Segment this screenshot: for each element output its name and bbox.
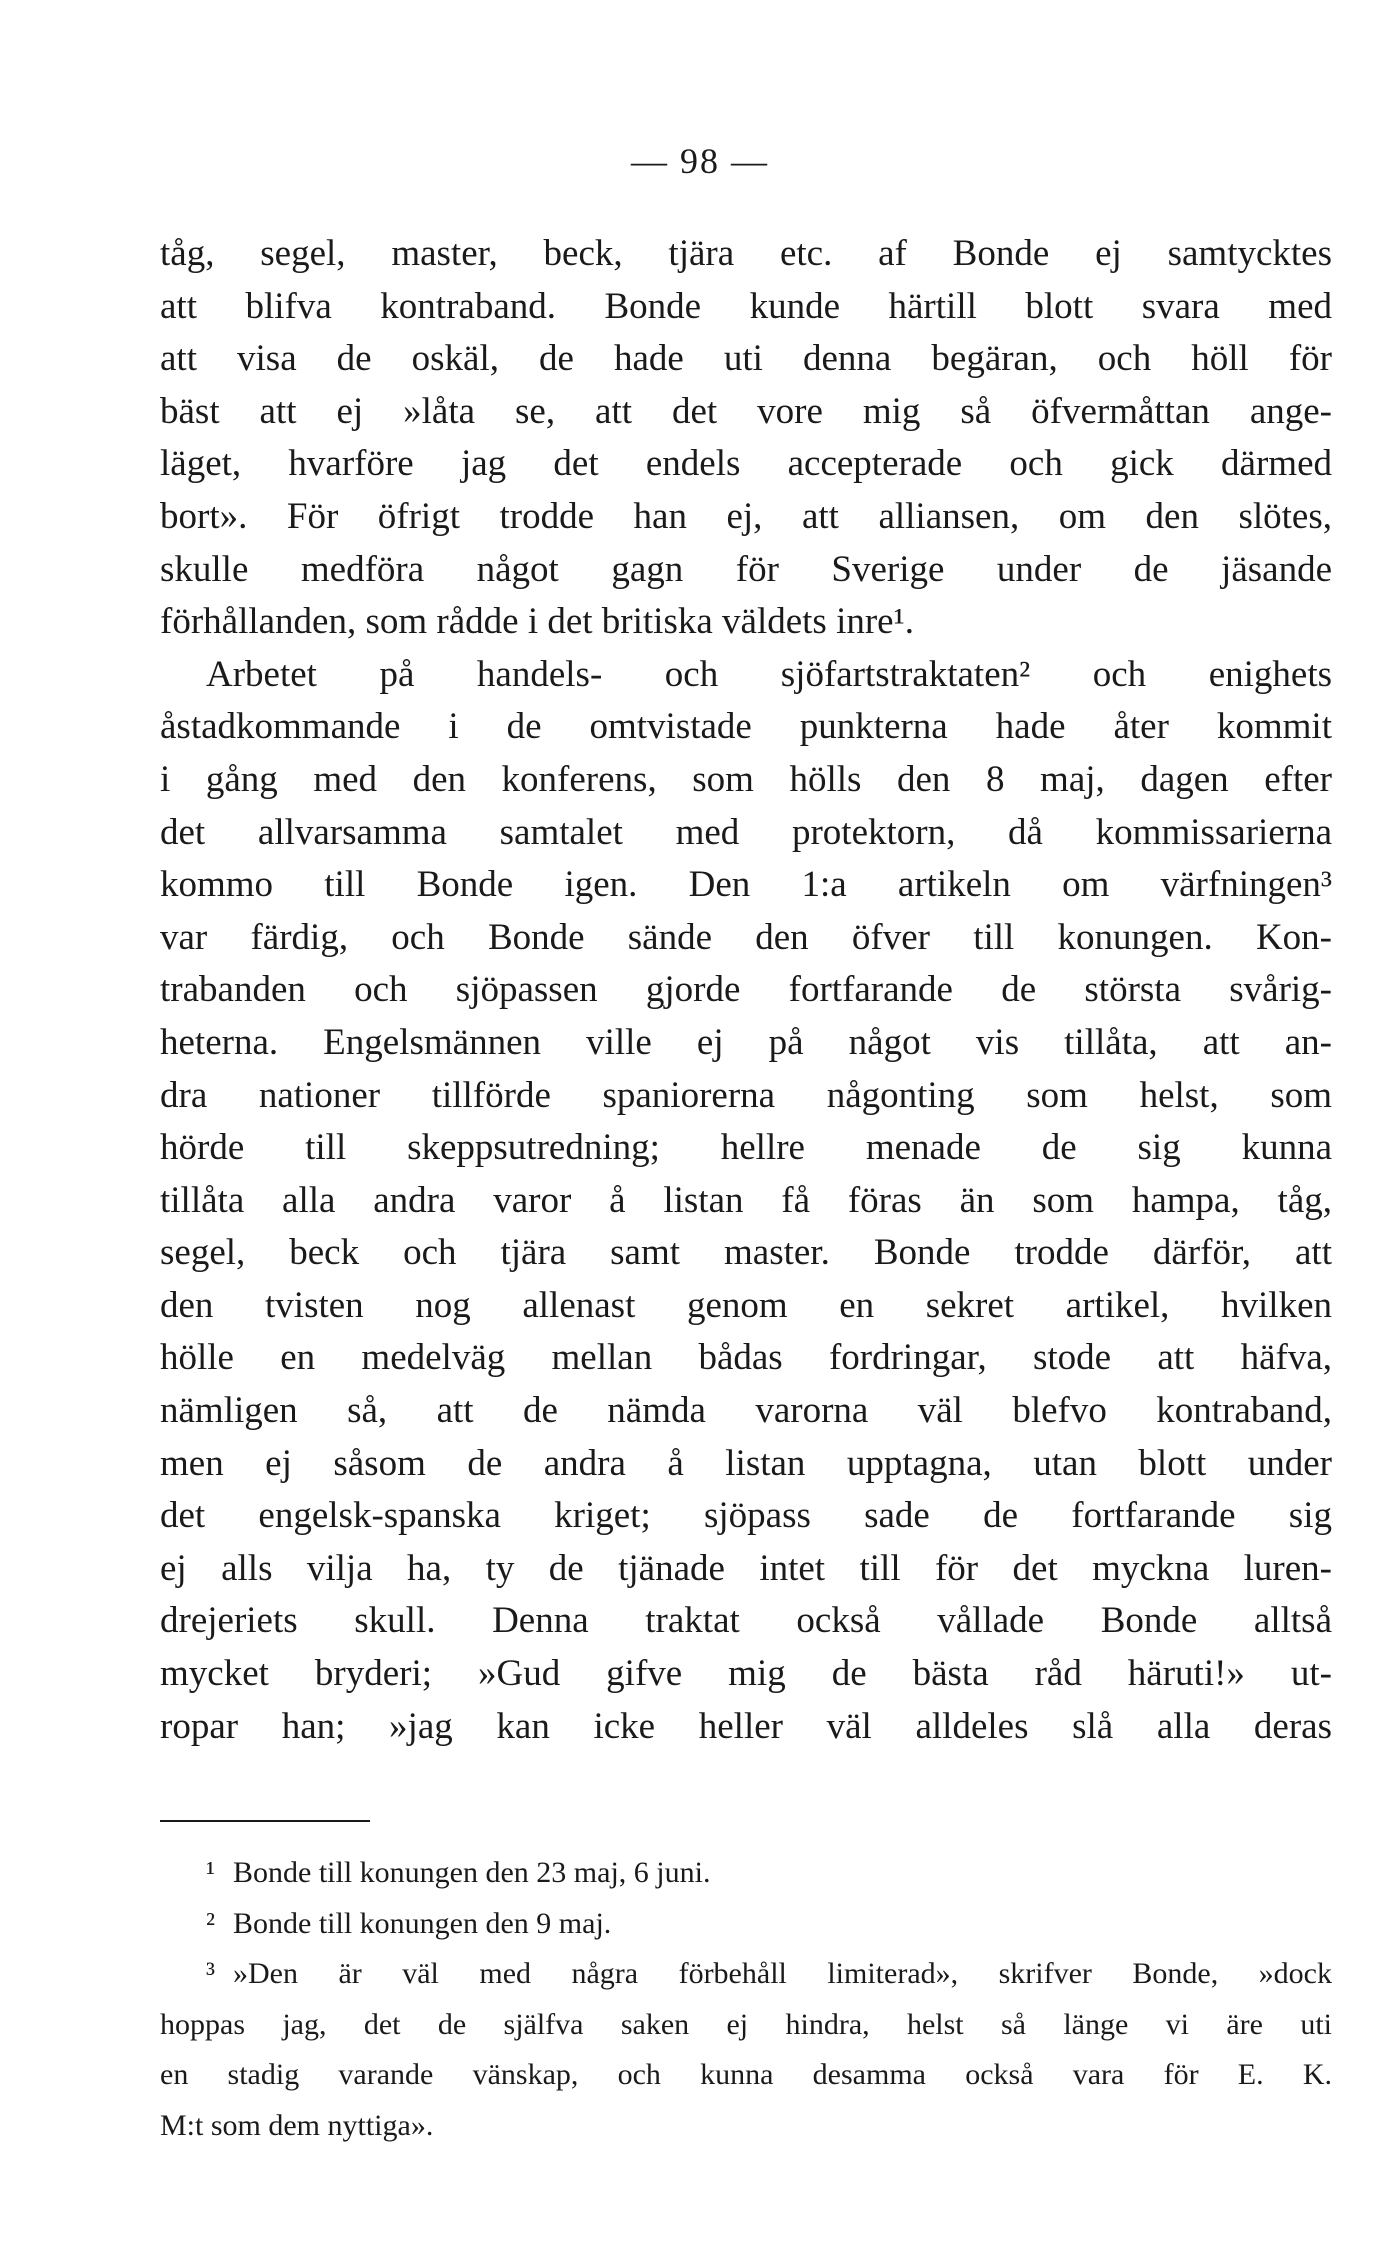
page-number: — 98 — [631,141,769,181]
footnote-3 [160,1949,1332,2000]
text-line: ropar han; »jag kan icke heller väl alldeles slå alla deras [160,1705,1332,1747]
footnote-3-continuation: hoppas jag, det de själfva saken ej hindra, helst så länge vi äre uti [160,2007,1332,2041]
text-line: mycket bryderi; »Gud gifve mig de bästa råd häruti!» ut- [160,1653,1332,1695]
text-line: bäst att ej »låta se, att det vore mig så öfvermåttan ange- [160,390,1332,432]
text-line: segel, beck och tjära samt master. Bonde trodde därför, att [160,1232,1332,1274]
text-line: den tvisten nog allenast genom en sekret artikel, hvilken [160,1284,1332,1326]
text-line: att blifva kontraband. Bonde kunde härtill blott svara med [160,285,1332,327]
text-line: nämligen så, att de nämda varorna väl blefvo kontraband, [160,1390,1332,1432]
footnote-mark: ² [206,1906,215,1940]
text-line: trabanden och sjöpassen gjorde fortfarande de största svårig- [160,969,1332,1011]
text-line: tillåta alla andra varor å listan få föras än som hampa, tåg, [160,1179,1332,1221]
text-line: hörde till skeppsutredning; hellre menade de sig kunna [160,1127,1332,1169]
footnote-1 [160,1848,1332,1899]
text-line: förhållanden, som rådde i det britiska väldets inre¹. [160,601,914,643]
text-line: heterna. Engelsmännen ville ej på något vis tillåta, att an- [160,1021,1332,1063]
footnotes [160,1848,1332,2151]
text-line: ej alls vilja ha, ty de tjänade intet till för det myckna luren- [160,1547,1332,1589]
text-line: drejeriets skull. Denna traktat också vållade Bonde alltså [160,1600,1332,1642]
footnote-text: Bonde till konungen den 9 maj. [233,1906,612,1940]
text-line: åstadkommande i de omtvistade punkterna hade åter kommit [160,706,1332,748]
text-line: det allvarsamma samtalet med protektorn, då kommissarierna [160,811,1332,853]
text-line: men ej såsom de andra å listan upptagna, utan blott under [160,1442,1332,1484]
text-line: i gång med den konferens, som hölls den 8 maj, dagen efter [160,758,1332,800]
footnote-mark: ¹ [206,1856,215,1889]
footnote-3-continuation: en stadig varande vänskap, och kunna desamma också vara för E. K. [160,2058,1332,2091]
text-line: var färdig, och Bonde sände den öfver till konungen. Kon- [160,916,1332,958]
text-line: skulle medföra något gagn för Sverige under de jäsande [160,548,1332,590]
body-text [160,228,1332,1753]
footnote-3-continuation: M:t som dem nyttiga». [160,2108,434,2142]
text-line: hölle en medelväg mellan bådas fordringar, stode att häfva, [160,1337,1332,1379]
text-line: dra nationer tillförde spaniorerna någonting som helst, som [160,1074,1332,1116]
text-line: att visa de oskäl, de hade uti denna begäran, och höll för [160,338,1332,380]
text-line: det engelsk-spanska kriget; sjöpass sade de fortfarande sig [160,1495,1332,1537]
footnote-mark: ³ [206,1957,215,1990]
footnote-divider [160,1820,370,1822]
footnote-text: »Den är väl med några förbehåll limiterad», skrifver Bonde, »dock [233,1957,1332,1990]
text-line: bort». För öfrigt trodde han ej, att alliansen, om den slötes, [160,495,1332,537]
footnote-2 [160,1899,1332,1950]
text-line: läget, hvarföre jag det endels accepterade och gick därmed [160,443,1332,485]
text-line: kommo till Bonde igen. Den 1:a artikeln om värfningen³ [160,864,1332,906]
text-line: tåg, segel, master, beck, tjära etc. af Bonde ej samtycktes [160,233,1332,274]
footnote-text: Bonde till konungen den 23 maj, 6 juni. [233,1856,711,1889]
text-line: Arbetet på handels- och sjöfartstraktaten² och enighets [206,653,1332,695]
